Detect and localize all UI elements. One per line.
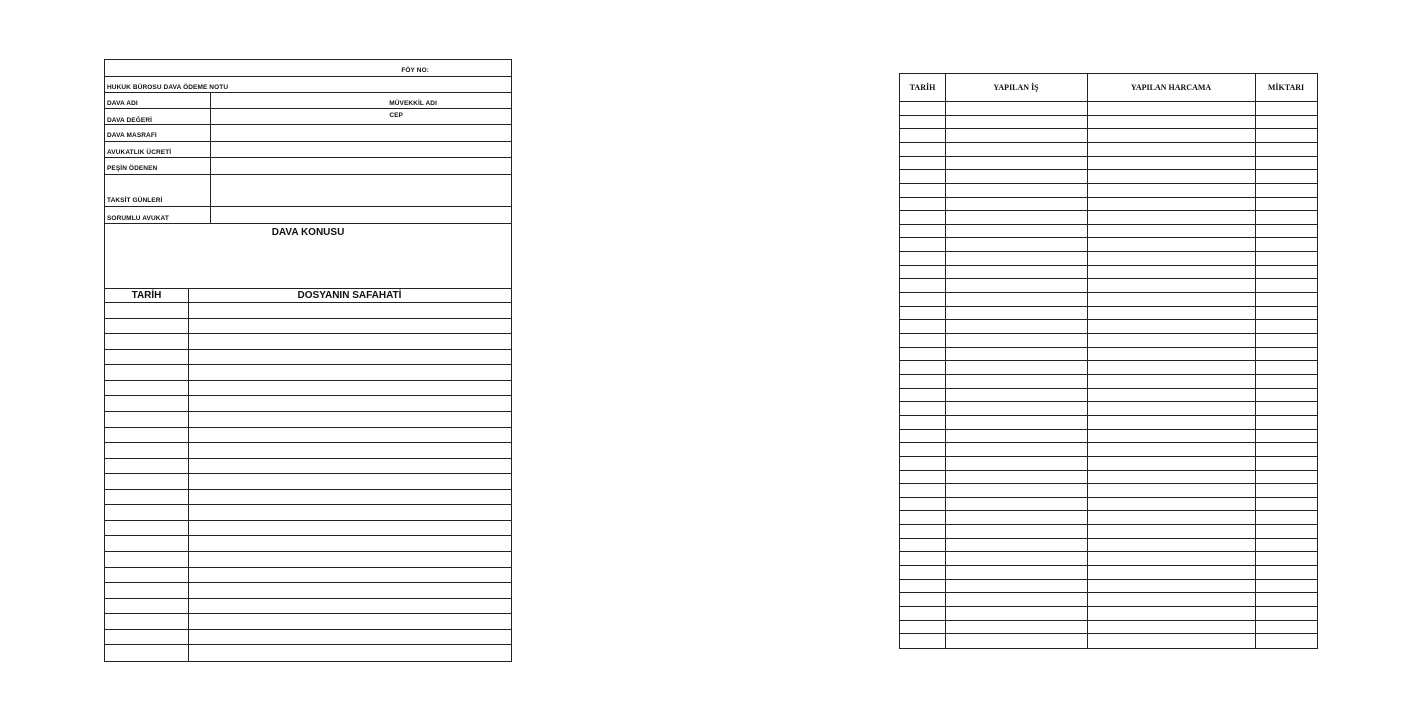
expense-row <box>900 184 1317 198</box>
history-row <box>105 645 511 661</box>
foy-no-row <box>105 60 511 77</box>
expense-row <box>900 266 1317 280</box>
history-row <box>105 505 511 521</box>
dava-adi-row <box>105 93 511 109</box>
expense-row <box>900 375 1317 389</box>
history-row <box>105 396 511 412</box>
sorumlu-avukat-row <box>105 207 511 224</box>
history-row <box>105 428 511 444</box>
pesin-odenen-label: PEŞİN ÖDENEN <box>107 165 158 172</box>
expense-row <box>900 348 1317 362</box>
dava-konusu-block <box>105 224 511 289</box>
expense-row <box>900 552 1317 566</box>
expense-row <box>900 471 1317 485</box>
expense-row <box>900 307 1317 321</box>
expense-row <box>900 457 1317 471</box>
history-row <box>105 319 511 335</box>
expense-row <box>900 279 1317 293</box>
dava-degeri-row <box>105 109 511 125</box>
expense-row <box>900 525 1317 539</box>
column-divider <box>210 175 211 206</box>
dava-adi-label: DAVA ADI <box>107 100 138 107</box>
expense-row <box>900 143 1317 157</box>
avukatlik-ucreti-label: AVUKATLIK ÜCRETİ <box>107 149 172 156</box>
expense-row <box>900 116 1317 130</box>
taksit-gunleri-row <box>105 175 511 207</box>
form-title-row <box>105 77 511 93</box>
form-title: HUKUK BÜROSU DAVA ÖDEME NOTU <box>107 84 229 91</box>
history-table <box>105 289 511 661</box>
expense-row <box>900 361 1317 375</box>
expense-row <box>900 430 1317 444</box>
expense-row <box>900 225 1317 239</box>
history-row <box>105 443 511 459</box>
history-header-row <box>105 289 511 303</box>
history-header-tarih: TARİH <box>131 290 162 301</box>
expense-row <box>900 389 1317 403</box>
dava-konusu-title: DAVA KONUSU <box>271 227 345 238</box>
expense-row <box>900 320 1317 334</box>
history-row <box>105 459 511 475</box>
muvekkil-adi-label: MÜVEKKİL ADI <box>389 100 437 107</box>
history-row <box>105 583 511 599</box>
column-divider <box>210 158 211 174</box>
history-row <box>105 365 511 381</box>
cep-label: CEP <box>389 112 403 119</box>
expense-row <box>900 157 1317 171</box>
taksit-gunleri-label: TAKSİT GÜNLERİ <box>107 197 163 204</box>
expense-table <box>899 73 1318 649</box>
history-row <box>105 412 511 428</box>
history-row <box>105 568 511 584</box>
column-divider <box>210 109 211 124</box>
history-row <box>105 630 511 646</box>
expense-row <box>900 293 1317 307</box>
expense-row <box>900 593 1317 607</box>
column-divider <box>210 125 211 141</box>
history-header-safahat: DOSYANIN SAFAHATİ <box>297 290 402 301</box>
expense-row <box>900 566 1317 580</box>
column-divider <box>210 142 211 157</box>
dava-degeri-label: DAVA DEĞERİ <box>107 117 153 124</box>
expense-row <box>900 484 1317 498</box>
expense-row <box>900 416 1317 430</box>
expense-row <box>900 170 1317 184</box>
expense-row <box>900 512 1317 526</box>
history-row <box>105 536 511 552</box>
history-row <box>105 490 511 506</box>
expense-header-yapilan-harcama: YAPILAN HARCAMA <box>1087 74 1255 102</box>
history-row <box>105 552 511 568</box>
expense-row <box>900 252 1317 266</box>
expense-row <box>900 239 1317 253</box>
expense-row <box>900 498 1317 512</box>
column-divider <box>210 93 211 108</box>
expense-row <box>900 607 1317 621</box>
expense-row <box>900 102 1317 116</box>
history-row <box>105 599 511 615</box>
expense-header-yapilan-is: YAPILAN İŞ <box>945 74 1087 102</box>
foy-no-label: FÖY NO: <box>401 67 429 74</box>
history-row <box>105 474 511 490</box>
expense-row <box>900 198 1317 212</box>
expense-row <box>900 580 1317 594</box>
expense-header-miktari: MİKTARI <box>1255 74 1317 102</box>
history-row <box>105 334 511 350</box>
expense-row <box>900 334 1317 348</box>
expense-row <box>900 402 1317 416</box>
history-row <box>105 350 511 366</box>
avukatlik-ucreti-row <box>105 142 511 158</box>
dava-masrafi-row <box>105 125 511 142</box>
expense-row <box>900 634 1317 648</box>
pesin-odenen-row <box>105 158 511 175</box>
expense-row <box>900 211 1317 225</box>
case-payment-form <box>104 59 512 662</box>
history-row <box>105 303 511 319</box>
expense-row <box>900 129 1317 143</box>
sorumlu-avukat-label: SORUMLU AVUKAT <box>107 215 169 222</box>
expense-row <box>900 539 1317 553</box>
expense-header-tarih: TARİH <box>900 74 945 102</box>
history-row <box>105 381 511 397</box>
expense-row <box>900 443 1317 457</box>
history-row <box>105 521 511 537</box>
history-row <box>105 614 511 630</box>
dava-masrafi-label: DAVA MASRAFI <box>107 132 157 139</box>
expense-row <box>900 621 1317 635</box>
column-divider <box>210 207 211 223</box>
